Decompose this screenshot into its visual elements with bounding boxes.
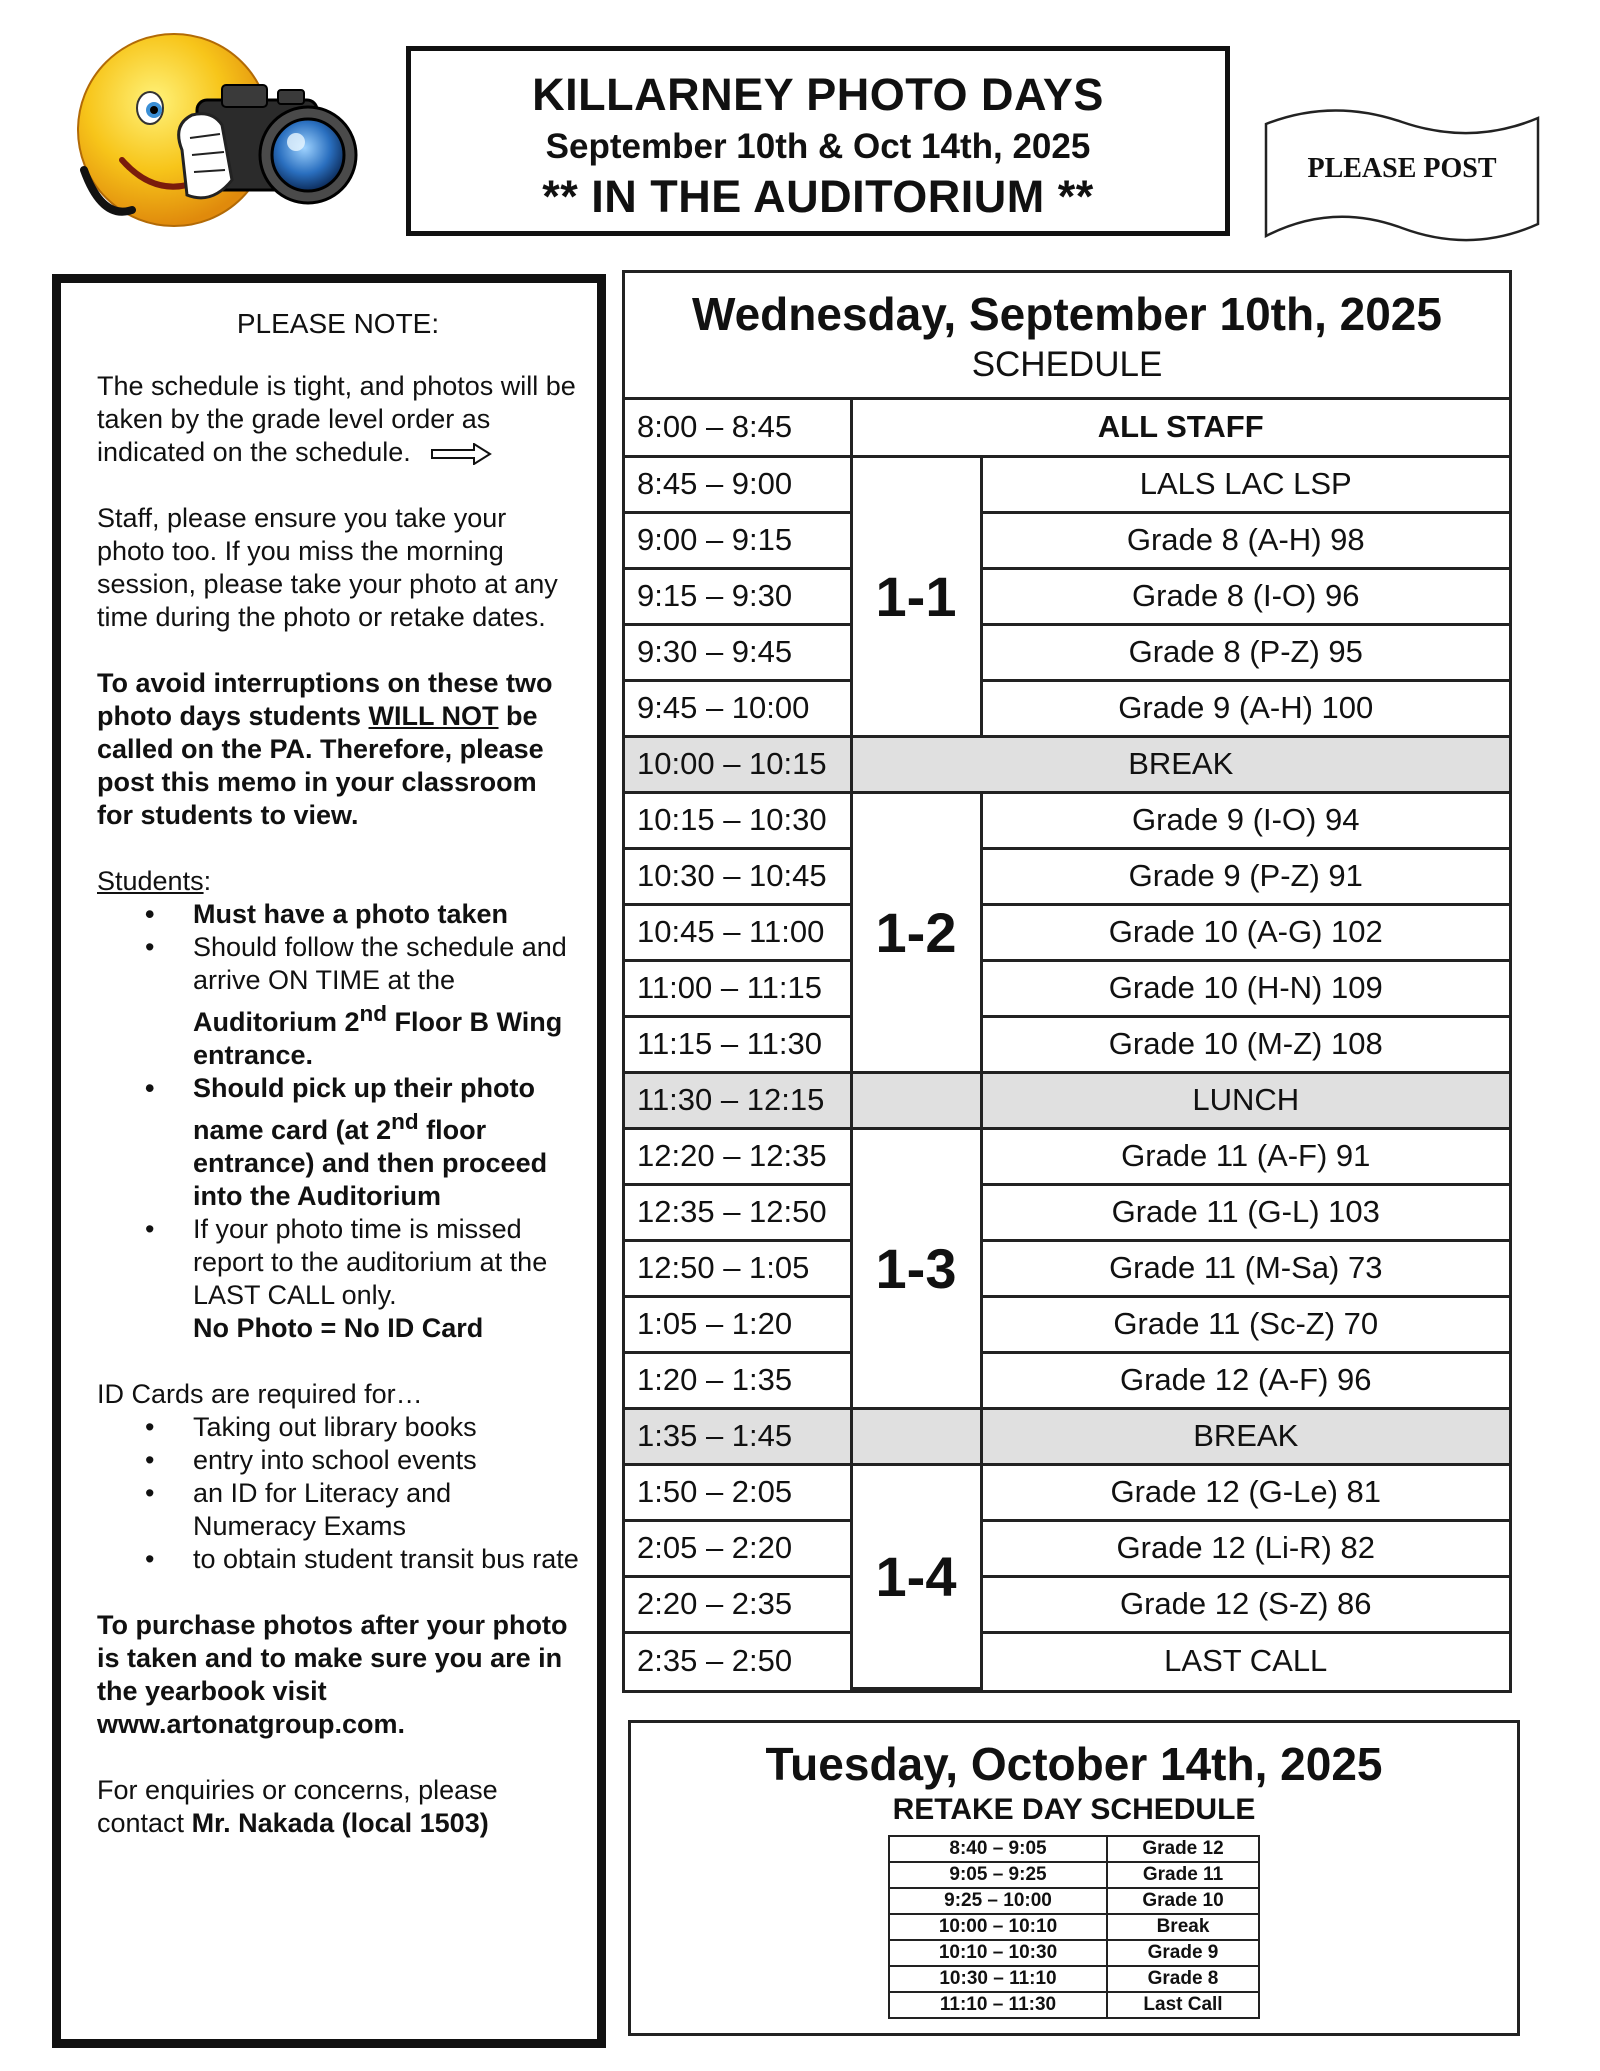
time-cell: 9:45 – 10:00 [625, 680, 851, 736]
class-cell: Grade 10 (A-G) 102 [981, 904, 1509, 960]
block-label: 1-4 [851, 1464, 981, 1688]
note-schedule-text: The schedule is tight, and photos will be taken by the grade level order as indicated on the schedule. [97, 371, 576, 467]
id-cards-intro: ID Cards are required for… [97, 1379, 423, 1409]
time-cell: 8:00 – 8:45 [625, 400, 851, 456]
location-line: ** IN THE AUDITORIUM ** [542, 171, 1094, 222]
grade-cell: Grade 8 [1107, 1966, 1259, 1992]
table-row [889, 1966, 1259, 1992]
block-label: 1-1 [851, 456, 981, 736]
list-item: • to obtain student transit bus rate [193, 1543, 579, 1576]
note-pa-will-not: WILL NOT [368, 701, 499, 731]
class-cell: Grade 8 (P-Z) 95 [981, 624, 1509, 680]
table-row [889, 1862, 1259, 1888]
class-cell: Grade 11 (G-L) 103 [981, 1184, 1509, 1240]
table-row [625, 1352, 1509, 1408]
table-row [625, 1632, 1509, 1688]
class-cell: Grade 10 (H-N) 109 [981, 960, 1509, 1016]
table-row [625, 1072, 1509, 1128]
time-cell: 10:30 – 10:45 [625, 848, 851, 904]
time-cell: 2:05 – 2:20 [625, 1520, 851, 1576]
schedule-table-box [622, 270, 1512, 1693]
page-title: KILLARNEY PHOTO DAYS [532, 69, 1104, 120]
list-item: • Must have a photo taken [193, 898, 579, 931]
students-list [97, 898, 579, 1312]
photo-dates: September 10th & Oct 14th, 2025 [545, 127, 1091, 166]
break-cell: BREAK [851, 736, 1509, 792]
time-cell: 10:00 – 10:10 [889, 1914, 1107, 1940]
note-schedule-order [97, 370, 579, 469]
class-cell: LALS LAC LSP [981, 456, 1509, 512]
list-item [193, 931, 579, 1072]
block-label: 1-3 [851, 1128, 981, 1408]
table-row [625, 568, 1509, 624]
time-cell: 11:10 – 11:30 [889, 1992, 1107, 2018]
time-cell: 10:30 – 11:10 [889, 1966, 1107, 1992]
table-row [625, 848, 1509, 904]
grade-cell: Last Call [1107, 1992, 1259, 2018]
time-cell: 11:15 – 11:30 [625, 1016, 851, 1072]
list-item-sup: nd [391, 1109, 419, 1134]
time-cell: 12:20 – 12:35 [625, 1128, 851, 1184]
table-row [625, 680, 1509, 736]
table-row [625, 960, 1509, 1016]
retake-title: Tuesday, October 14th, 2025 [765, 1738, 1383, 1790]
time-cell: 11:00 – 11:15 [625, 960, 851, 1016]
enquiries-text: For enquiries or concerns, please contact [97, 1775, 498, 1838]
table-row [625, 1296, 1509, 1352]
students-colon: : [203, 866, 212, 896]
class-cell: Grade 10 (M-Z) 108 [981, 1016, 1509, 1072]
retake-table [888, 1835, 1260, 2019]
grade-cell: Grade 12 [1107, 1836, 1259, 1862]
time-cell: 12:35 – 12:50 [625, 1184, 851, 1240]
table-row [625, 1464, 1509, 1520]
table-row [889, 1992, 1259, 2018]
table-row [625, 1520, 1509, 1576]
class-cell: Grade 11 (Sc-Z) 70 [981, 1296, 1509, 1352]
class-cell: Grade 12 (A-F) 96 [981, 1352, 1509, 1408]
empty-cell [851, 1072, 981, 1128]
please-post-label: PLEASE POST [1307, 153, 1497, 184]
contact-name: Mr. Nakada (local 1503) [191, 1808, 489, 1838]
time-cell: 2:35 – 2:50 [625, 1632, 851, 1688]
list-item: • an ID for Literacy and Numeracy Exams [193, 1477, 579, 1543]
class-cell: ALL STAFF [851, 400, 1509, 456]
note-pa-text-a: To avoid interruptions on these two photo days students [97, 668, 553, 731]
table-row [625, 792, 1509, 848]
table-row [625, 1576, 1509, 1632]
enquiries-note [97, 1774, 579, 1840]
table-row [625, 1016, 1509, 1072]
list-item-bold: Floor B Wing entrance. [193, 1007, 563, 1070]
class-cell: Grade 9 (A-H) 100 [981, 680, 1509, 736]
class-cell: LAST CALL [981, 1632, 1509, 1688]
table-row [889, 1888, 1259, 1914]
table-row [625, 1128, 1509, 1184]
class-cell: Grade 12 (G-Le) 81 [981, 1464, 1509, 1520]
no-photo-warning: No Photo = No ID Card [193, 1313, 484, 1343]
table-row [625, 456, 1509, 512]
list-item-bold: Auditorium 2 [193, 1007, 360, 1037]
time-cell: 1:05 – 1:20 [625, 1296, 851, 1352]
list-item-sup: nd [359, 1001, 387, 1026]
title-box [406, 46, 1230, 236]
schedule-table [625, 400, 1509, 1690]
time-cell: 10:00 – 10:15 [625, 736, 851, 792]
class-cell: Grade 12 (S-Z) 86 [981, 1576, 1509, 1632]
class-cell: Grade 8 (I-O) 96 [981, 568, 1509, 624]
students-label: Students [97, 866, 204, 896]
notes-heading: PLEASE NOTE: [236, 308, 440, 339]
note-staff: Staff, please ensure you take your photo too. If you miss the morning session, please take your photo at any time during the photo or retake dates. [97, 503, 558, 632]
empty-cell [851, 1408, 981, 1464]
grade-cell: Grade 9 [1107, 1940, 1259, 1966]
table-row [625, 736, 1509, 792]
time-cell: 9:05 – 9:25 [889, 1862, 1107, 1888]
class-cell: Grade 8 (A-H) 98 [981, 512, 1509, 568]
class-cell: Grade 11 (M-Sa) 73 [981, 1240, 1509, 1296]
table-row [625, 1408, 1509, 1464]
time-cell: 10:15 – 10:30 [625, 792, 851, 848]
id-cards-list [97, 1411, 579, 1576]
note-pa-text-c: be called on the PA. Therefore, please post this memo in your classroom for students to view. [97, 701, 544, 830]
time-cell: 9:15 – 9:30 [625, 568, 851, 624]
right-arrow-icon [430, 443, 492, 465]
table-row [625, 512, 1509, 568]
smiley-camera-icon [62, 30, 372, 255]
class-cell: Grade 9 (I-O) 94 [981, 792, 1509, 848]
grade-cell: Break [1107, 1914, 1259, 1940]
table-row [889, 1914, 1259, 1940]
lunch-cell: LUNCH [981, 1072, 1509, 1128]
grade-cell: Grade 11 [1107, 1862, 1259, 1888]
students-heading [97, 865, 579, 898]
time-cell: 1:35 – 1:45 [625, 1408, 851, 1464]
list-item: • entry into school events [193, 1444, 579, 1477]
note-pa [97, 667, 579, 832]
time-cell: 9:25 – 10:00 [889, 1888, 1107, 1914]
block-label: 1-2 [851, 792, 981, 1072]
class-cell: Grade 9 (P-Z) 91 [981, 848, 1509, 904]
list-item-text: Should pick up their photo name card (at 2 [193, 1073, 535, 1145]
retake-subtitle: RETAKE DAY SCHEDULE [892, 1793, 1256, 1826]
schedule-subtitle: SCHEDULE [971, 345, 1163, 384]
grade-cell: Grade 10 [1107, 1888, 1259, 1914]
table-row [625, 1240, 1509, 1296]
table-row [889, 1836, 1259, 1862]
schedule-header [625, 273, 1509, 400]
time-cell: 1:20 – 1:35 [625, 1352, 851, 1408]
list-item-text: floor entrance) and then proceed into the Auditorium [193, 1115, 548, 1211]
list-item-text: Should follow the schedule and arrive ON TIME at the [193, 932, 567, 995]
class-cell: Grade 11 (A-F) 91 [981, 1128, 1509, 1184]
time-cell: 2:20 – 2:35 [625, 1576, 851, 1632]
table-row [889, 1940, 1259, 1966]
table-row [625, 904, 1509, 960]
table-row [625, 624, 1509, 680]
list-item: • If your photo time is missed report to the auditorium at the LAST CALL only. [193, 1213, 579, 1312]
time-cell: 8:45 – 9:00 [625, 456, 851, 512]
time-cell: 12:50 – 1:05 [625, 1240, 851, 1296]
time-cell: 9:30 – 9:45 [625, 624, 851, 680]
time-cell: 9:00 – 9:15 [625, 512, 851, 568]
time-cell: 10:45 – 11:00 [625, 904, 851, 960]
list-item: • Taking out library books [193, 1411, 579, 1444]
retake-box [628, 1720, 1520, 2036]
time-cell: 11:30 – 12:15 [625, 1072, 851, 1128]
time-cell: 8:40 – 9:05 [889, 1836, 1107, 1862]
schedule-title: Wednesday, September 10th, 2025 [692, 288, 1442, 340]
table-row [625, 1184, 1509, 1240]
notes-panel [52, 274, 606, 2048]
purchase-note: To purchase photos after your photo is taken and to make sure you are in the yearbook visit www.artonatgroup.com. [97, 1610, 568, 1739]
time-cell: 10:10 – 10:30 [889, 1940, 1107, 1966]
table-row [625, 400, 1509, 456]
list-item [193, 1072, 579, 1213]
time-cell: 1:50 – 2:05 [625, 1464, 851, 1520]
break-cell: BREAK [981, 1408, 1509, 1464]
class-cell: Grade 12 (Li-R) 82 [981, 1520, 1509, 1576]
